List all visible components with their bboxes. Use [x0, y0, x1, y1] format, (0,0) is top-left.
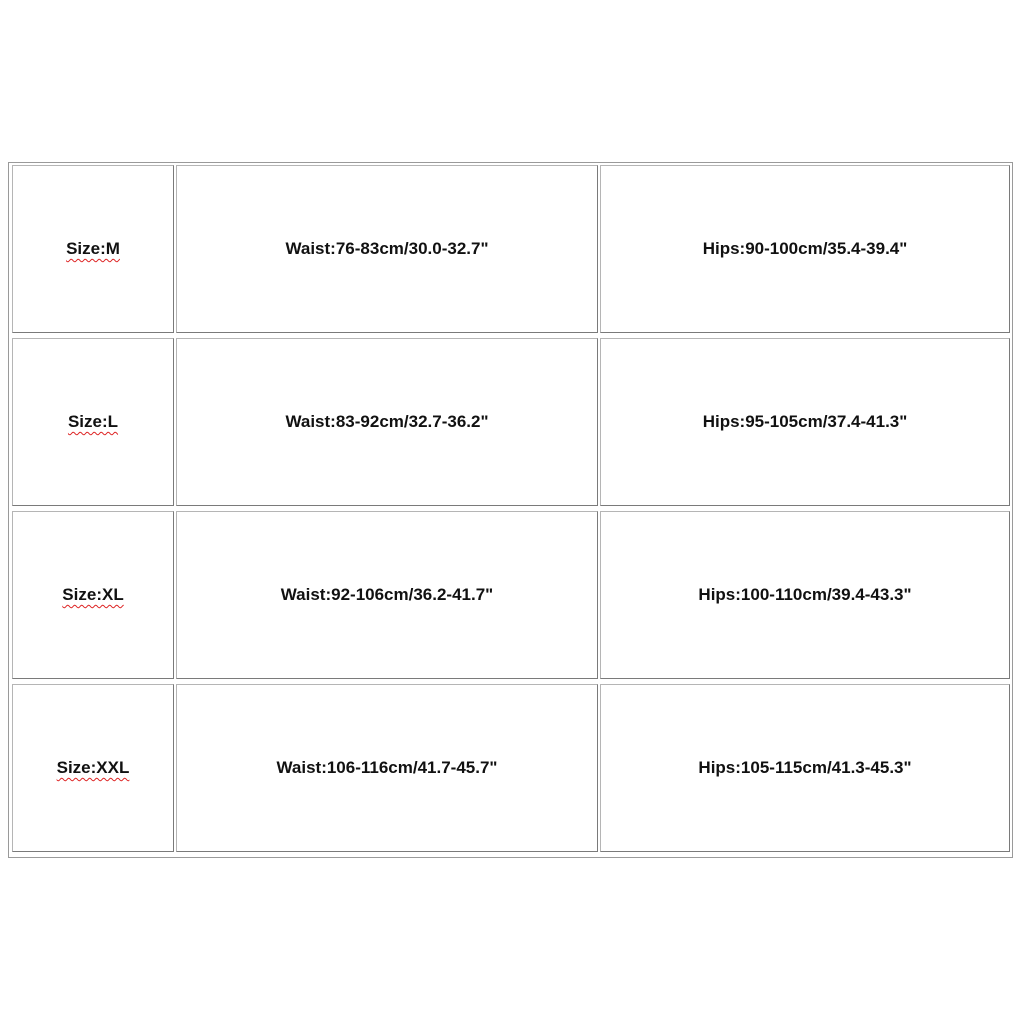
waist-label: Waist:92-106cm/36.2-41.7": [280, 585, 494, 604]
size-cell: [12, 165, 174, 333]
hips-label: Hips:90-100cm/35.4-39.4": [702, 239, 908, 258]
waist-cell: [176, 165, 598, 333]
table-row: [9, 684, 1012, 856]
size-label: Size:L: [67, 412, 119, 431]
waist-cell: [176, 511, 598, 679]
size-label: Size:M: [66, 239, 120, 258]
size-label: Size:XL: [62, 585, 124, 604]
table-row: [9, 165, 1012, 337]
table-row: [9, 511, 1012, 683]
waist-cell: [176, 338, 598, 506]
table-row: [9, 338, 1012, 510]
hips-label: Hips:95-105cm/37.4-41.3": [702, 412, 908, 431]
hips-cell: [600, 338, 1010, 506]
waist-label: Waist:83-92cm/32.7-36.2": [285, 412, 489, 431]
hips-cell: [600, 165, 1010, 333]
hips-label: Hips:105-115cm/41.3-45.3": [698, 758, 912, 777]
waist-label: Waist:106-116cm/41.7-45.7": [276, 758, 498, 777]
size-cell: [12, 684, 174, 852]
size-cell: [12, 338, 174, 506]
waist-label: Waist:76-83cm/30.0-32.7": [285, 239, 489, 258]
hips-label: Hips:100-110cm/39.4-43.3": [698, 585, 912, 604]
size-label: Size:XXL: [56, 758, 130, 777]
waist-cell: [176, 684, 598, 852]
size-chart-table: [8, 162, 1013, 858]
size-cell: [12, 511, 174, 679]
hips-cell: [600, 684, 1010, 852]
hips-cell: [600, 511, 1010, 679]
